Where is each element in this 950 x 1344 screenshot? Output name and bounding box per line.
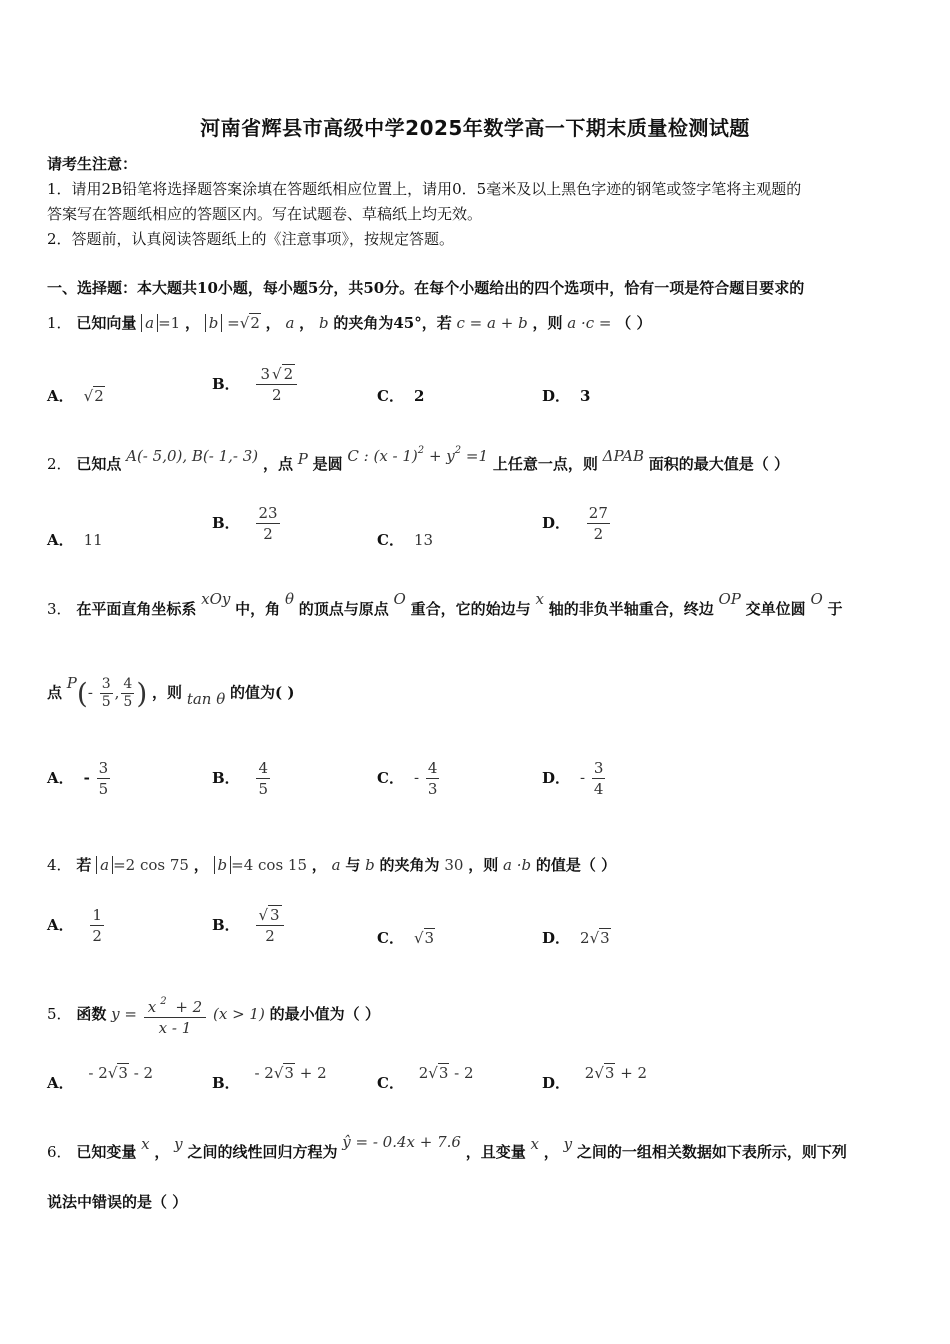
- section-heading: 一、选择题：本大题共10小题，每小题5分，共50分。在每个小题给出的四个选项中，恰有一项是符合题目要求的: [47, 279, 805, 297]
- question-6: 6． 已知变量 x ， y 之间的线性回归方程为 ŷ = - 0.4x + 7.6 ，且变量 x ， y 之间的一组相关数据如下表所示，则下列: [47, 1133, 847, 1161]
- q3-option-c[interactable]: C． - $\frac{4}{3}$: [377, 759, 438, 798]
- q4-option-b[interactable]: B． $\frac{√ 3}{2}$: [212, 905, 286, 946]
- fraction: $\frac{3}{5}$: [101, 676, 111, 710]
- question-number: 1．: [47, 314, 72, 332]
- fraction: $\frac{√ 3}{2}$: [256, 905, 283, 946]
- q2-option-c[interactable]: C． 13: [377, 531, 434, 549]
- q2-option-b[interactable]: B． $\frac{23}{2}$: [212, 504, 278, 543]
- q3-option-d[interactable]: D． - $\frac{3}{4}$: [542, 759, 604, 798]
- q5-option-d[interactable]: D． 2√3 + 2: [542, 1064, 648, 1092]
- q4-option-a[interactable]: A． $\frac{1}{2}$: [47, 906, 102, 945]
- fraction: $\frac{27}{2}$: [588, 504, 608, 543]
- fraction: $\frac{3 √ 2}{2}$: [256, 364, 297, 405]
- notice-item-1: 1．请用2B铅笔将选择题答案涂填在答题纸相应位置上，请用0．5毫米及以上黑色字迹的钢笔或签字笔将主观题的: [47, 180, 802, 198]
- q2-option-d[interactable]: D． $\frac{27}{2}$: [542, 504, 608, 543]
- q2-option-a[interactable]: A． 11: [47, 531, 103, 549]
- q1-option-a[interactable]: A． √2: [47, 387, 104, 405]
- q3-option-b[interactable]: B． $\frac{4}{5}$: [212, 759, 269, 798]
- q4-option-c[interactable]: C． √3: [377, 929, 435, 947]
- fraction: $\frac{4}{5}$: [123, 676, 133, 710]
- q5-option-b[interactable]: B． - 2√3 + 2: [212, 1064, 327, 1092]
- notice-item-1-cont: 答案写在答题纸相应的答题区内。写在试题卷、草稿纸上均无效。: [47, 205, 483, 223]
- question-number: 3．: [47, 600, 72, 618]
- fraction: $\frac{4}{3}$: [427, 759, 438, 798]
- question-number: 4．: [47, 856, 72, 874]
- q5-option-c[interactable]: C． 2√3 - 2: [377, 1064, 474, 1092]
- q3-option-a[interactable]: A． - $\frac{3}{5}$: [47, 759, 109, 798]
- fraction: $\frac{1}{2}$: [92, 906, 102, 945]
- fraction: $\frac{3}{5}$: [98, 759, 109, 798]
- question-3: 3． 在平面直角坐标系 xOy 中，角 θ 的顶点与原点 O 重合，它的始边与 x 轴的非负半轴重合，终边 OP 交单位圆 O 于: [47, 590, 843, 618]
- exam-title: 河南省辉县市高级中学2025年数学高一下期末质量检测试题: [200, 116, 750, 140]
- question-1: 1． 已知向量 a =1 ， b =√2 ， a ， b 的夹角为45°，若 c = a + b ，则 a ·c = （ ）: [47, 314, 652, 332]
- question-2: 2． 已知点 A(- 5,0), B(- 1,- 3) ，点 P 是圆 C : $(x - 1)^2 + y^2 =1$ 上任意一点，则 ΔPAB 面积的最大值是（ ）: [47, 445, 790, 473]
- fraction: $\frac{x ^2 + 2}{x - 1}$: [144, 992, 207, 1038]
- fraction: $\frac{23}{2}$: [258, 504, 278, 543]
- q1-option-d[interactable]: D． 3: [542, 387, 591, 405]
- fraction: $\frac{4}{5}$: [258, 759, 269, 798]
- question-5: 5． 函数 y = $\frac{x ^2 + 2}{x - 1}$ (x > 1) 的最小值为（ ）: [47, 992, 380, 1038]
- fraction: $\frac{3}{4}$: [593, 759, 604, 798]
- question-number: 5．: [47, 1005, 72, 1023]
- q4-option-d[interactable]: D． 2√3: [542, 929, 610, 947]
- q5-option-a[interactable]: A． - 2√3 - 2: [47, 1064, 154, 1092]
- question-number: 2．: [47, 455, 72, 473]
- q1-option-c[interactable]: C． 2: [377, 387, 425, 405]
- q1-option-b[interactable]: B． $\frac{3 √ 2}{2}$: [212, 364, 299, 405]
- question-number: 6．: [47, 1143, 72, 1161]
- question-4: 4． 若 a =2 cos 75 ， b =4 cos 15 ， a 与 b 的夹角为 30 ，则 a ·b 的值是（ ）: [47, 856, 617, 874]
- question-3-line-2: 点 P(- $\frac{3}{5}$ , $\frac{4}{5}$ ) ，则 tan θ 的值为( ): [47, 673, 295, 710]
- notice-item-2: 2．答题前，认真阅读答题纸上的《注意事项》，按规定答题。: [47, 230, 455, 248]
- question-6-line-2: 说法中错误的是（ ）: [47, 1193, 188, 1211]
- notice-heading: 请考生注意：: [47, 155, 138, 173]
